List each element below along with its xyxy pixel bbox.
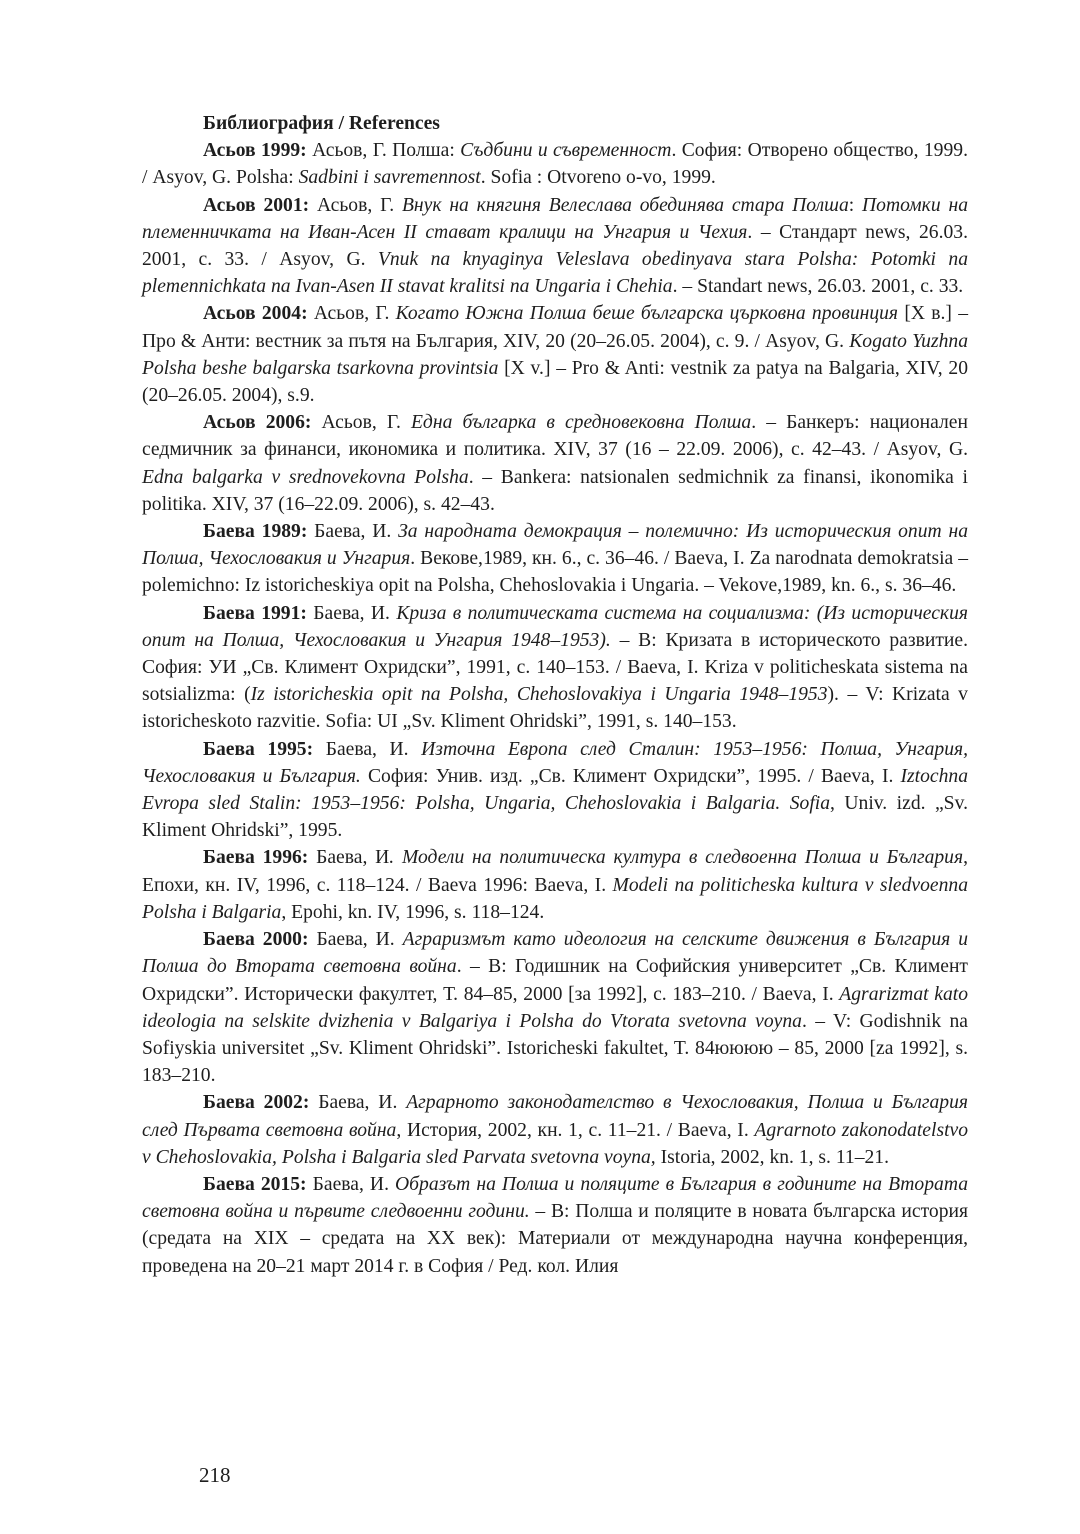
reference-text: . – Стандарт news, 26.03. 2001, с. 33. / Asyov, G. bbox=[142, 221, 968, 271]
section-heading: Библиография / References bbox=[203, 113, 440, 134]
reference-title: Agrarizmat kato ideologia na selskite dvizhenia v Balgariya i Polsha do Vtorata svetovna voyna bbox=[142, 983, 968, 1032]
reference-entry bbox=[142, 192, 968, 301]
reference-entry bbox=[142, 844, 968, 926]
reference-title: Криза в политическата система на социализма: (Из историческия опит на Полша, Чехословакия и Унгария 1948–1953). bbox=[142, 602, 969, 651]
reference-text: , Епохи, кн. IV, 1996, с. 118–124. / Baeva 1996: Baeva, I. bbox=[142, 847, 968, 896]
reference-key: Баева 2000: bbox=[203, 929, 309, 951]
reference-key: Баева 1989: bbox=[203, 521, 308, 543]
reference-text: Баева, И bbox=[308, 847, 390, 869]
reference-text: Асьов, Г. bbox=[311, 412, 411, 434]
reference-title: Iztochna Evropa sled Stalin: 1953–1956: Polsha, Ungaria, Chehoslovakia i Balgaria. Sofia bbox=[142, 765, 968, 815]
reference-text: . – Банкеръ: национален седмичник за финанси, икономика и политика. XIV, 37 (16 – 22.09. 2006), с. 42–43. / Asyov, G. bbox=[142, 412, 968, 461]
reference-title: Vnuk na knyaginya Veleslava obedinyava stara Polsha: Potomki na plemennichkata na Ivan-Asen II stavat kralitsi na Ungaria i Chehia bbox=[142, 249, 968, 298]
reference-text: . – V: Godishnik na Sofiyskia universitet „Sv. Kliment Ohridski”. Istoricheski fakultet, T. 84юююю – 85, 2000 [za 1992], s. 183–210. bbox=[142, 1010, 968, 1087]
reference-key: Асьов 2006: bbox=[203, 412, 312, 434]
reference-key: Асьов 2004: bbox=[203, 303, 308, 325]
reference-text: . – Bankera: natsionalen sedmichnik za finansi, ikonomika i politika. XIV, 37 (16–22.09. 2006), s. 42–43. bbox=[142, 466, 968, 515]
reference-title: Аграризмът като идеология на селските движения в България и Полша до Втората световна война bbox=[142, 929, 968, 978]
reference-text: Баева, И. bbox=[308, 929, 403, 951]
reference-title: Съдбини и съвременност bbox=[460, 140, 672, 162]
reference-title: Kogato Yuzhna Polsha beshe balgarska tsarkovna provintsia bbox=[142, 330, 968, 379]
reference-key: Баева 2015: bbox=[203, 1173, 307, 1195]
reference-text: , Epohi, kn. IV, 1996, s. 118–124. bbox=[281, 901, 545, 923]
reference-text: , История, 2002, кн. 1, с. 11–21. / Baeva, I. bbox=[396, 1119, 755, 1141]
reference-title: Една българка в средновековна Полша bbox=[410, 412, 752, 434]
reference-text: София: Унив. изд. „Св. Климент Охридски”, 1995. / Baeva, I. bbox=[360, 765, 901, 787]
reference-text: . Векове,1989, кн. 6., с. 36–46. / Baeva, I. Za narodnata demokratsia – polemichno: Iz istoricheskiya opit na Polsha, Chehoslovakia i Ungaria. – Vekove,1989, kn. 6., s. 36–46. bbox=[142, 548, 968, 597]
reference-text: Баева, И. bbox=[307, 521, 399, 543]
reference-text: Баева, И. bbox=[306, 602, 397, 624]
reference-text: – В: Полша и поляците в новата българска история (средата на XIX – средата на XX век): Материали от международна научна конференция, проведена на 20–21 март 2014 г. в София / Ред. кол. Илия bbox=[142, 1201, 968, 1277]
reference-text: [X в.] – Про & Анти: вестник за пътя на България, XIV, 20 (20–26.05. 2004), с. 9. / Asyov, G. bbox=[142, 303, 968, 352]
reference-text: Асьов, Г. bbox=[307, 303, 396, 325]
reference-entry bbox=[142, 1089, 968, 1171]
page-number: 218 bbox=[199, 1463, 231, 1487]
reference-title: Образът на Полша и поляците в България в годините на Втората световна война и първите следвоенни години. bbox=[142, 1173, 968, 1223]
reference-text: Istoria, 2002, kn. 1, s. 11–21. bbox=[655, 1146, 890, 1168]
reference-text: [X v.] – Pro & Anti: vestnik za patya na Balgaria, XIV, 20 (20–26.05. 2004), s.9. bbox=[142, 357, 968, 407]
reference-title: Iz istoricheskia opit na Polsha, Chehoslovakiya i Ungaria 1948–1953 bbox=[250, 684, 828, 706]
reference-text: . София: Отворено общество, 1999. / Asyov, G. Polsha: bbox=[142, 140, 968, 189]
reference-text: : bbox=[848, 194, 863, 216]
reference-text: . Sofia : Otvoreno o-vo, 1999. bbox=[480, 167, 716, 189]
reference-entry bbox=[142, 600, 968, 736]
reference-title: Аграрното законодателство в Чехословакия, Полша и България след Първата световна война bbox=[142, 1092, 968, 1141]
reference-title: Когато Южна Полша беше българска църковна провинция bbox=[395, 303, 899, 325]
reference-text: ). – V: Krizata v istoricheskoto razvitie. Sofia: UI „Sv. Kliment Ohridski”, 1991, s. 140–153. bbox=[142, 684, 968, 733]
reference-entry bbox=[142, 137, 968, 191]
reference-text: . – В: Годишник на Софийския университет „Св. Климент Охридски”. Исторически факултет, Т. 84–85, 2000 [за 1992], с. 183–210. / Baeva, I. bbox=[142, 956, 968, 1005]
reference-title: Потомки на племенничката на Иван-Асен II стават кралици на Унгария и Чехия bbox=[142, 194, 968, 243]
reference-key: Асьов 2001: bbox=[203, 194, 310, 216]
reference-title: Edna balgarka v srednovekovna Polsha bbox=[142, 466, 469, 488]
reference-title: . Модели на политическа култура в следвоенна Полша и България bbox=[389, 847, 964, 869]
reference-title: Agrarnoto zakonodatelstvo v Chehoslovakia, Polsha i Balgaria sled Parvata svetovna voyna, bbox=[142, 1119, 969, 1168]
reference-title: Sadbini i savremennost bbox=[298, 167, 481, 189]
reference-entry bbox=[142, 518, 968, 600]
reference-text: . – Standart news, 26.03. 2001, с. 33. bbox=[672, 276, 964, 298]
reference-title: Внук на княгиня Велеслава обединява стара Полша bbox=[401, 194, 849, 216]
reference-key: Баева 1995: bbox=[203, 738, 314, 760]
reference-key: Баева 2002: bbox=[203, 1092, 310, 1114]
reference-text: , Univ. izd. „Sv. Kliment Ohridski”, 1995. bbox=[142, 793, 968, 842]
reference-key: Асьов 1999: bbox=[203, 140, 307, 162]
reference-entry bbox=[142, 409, 968, 518]
reference-entry bbox=[142, 300, 968, 409]
reference-text: – В: Кризата в историческото развитие. София: УИ „Св. Климент Охридски”, 1991, с. 140–153. / Baeva, I. Kriza v politicheskata sistema na sotsializma: ( bbox=[142, 629, 968, 706]
reference-text: Асьов, Г. Полша: bbox=[306, 140, 461, 162]
reference-text: Баева, И. bbox=[313, 738, 422, 760]
reference-title: Modeli na politicheska kultura v sledvoenna Polsha i Balgaria bbox=[142, 874, 968, 923]
reference-text: Баева, И. bbox=[306, 1173, 396, 1195]
reference-entry bbox=[142, 1171, 968, 1280]
reference-text: Асьов, Г. bbox=[309, 194, 402, 216]
reference-entry bbox=[142, 926, 968, 1089]
reference-title: Източна Европа след Сталин: 1953–1956: Полша, Унгария, Чехословакия и България. bbox=[142, 738, 969, 787]
reference-list bbox=[142, 137, 968, 1280]
bibliography-section bbox=[142, 110, 968, 1280]
reference-text: Баева, И. bbox=[309, 1092, 407, 1114]
reference-title: За народната демокрация – полемично: Из историческия опит на Полша, Чехословакия и Унгария bbox=[142, 521, 968, 570]
reference-entry bbox=[142, 736, 968, 845]
reference-key: Баева 1991: bbox=[203, 602, 307, 624]
reference-key: Баева 1996: bbox=[203, 847, 309, 869]
